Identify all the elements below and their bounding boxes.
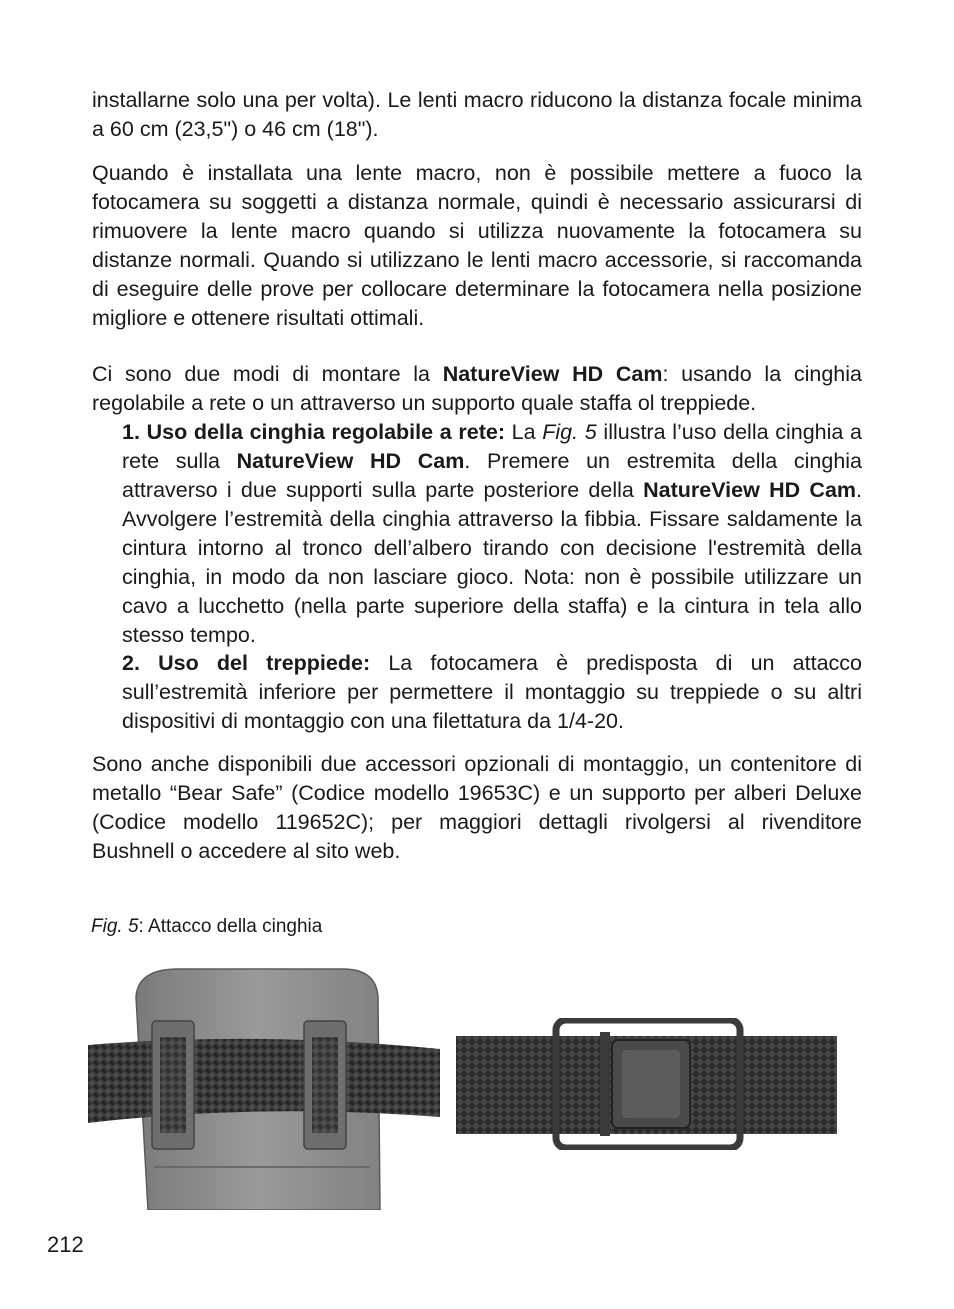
- product-name: NatureView HD Cam: [236, 449, 465, 473]
- page-number: 212: [47, 1232, 84, 1257]
- list-item-heading: 1. Uso della cinghia regolabile a rete:: [122, 420, 505, 444]
- paragraph-accessories: Sono anche disponibili due accessori opzionali di montaggio, un contenitore di metallo “Bear Safe” (Codice modello 19653C) e un supporto per alberi Deluxe (Codice modello 119652C); per maggiori dettagli rivolgersi al rivenditore Bushnell o accedere al sito web.: [92, 752, 862, 863]
- product-name: NatureView HD Cam: [643, 478, 857, 502]
- list-item-heading: 2. Uso del treppiede:: [122, 651, 371, 675]
- list-item-tripod: 2. Uso del treppiede: La fotocamera è predisposta di un attacco sull’estremità inferiore per permettere il montaggio su treppiede o su altri dispositivi di montaggio con una filettatura da 1/4-20.: [122, 651, 863, 733]
- figure-caption: Fig. 5: Attacco della cinghia: [91, 916, 323, 937]
- paragraph-macro-warning: Quando è installata una lente macro, non è possibile mettere a fuoco la fotocamera su soggetti a distanza normale, quindi è necessario assicurarsi di rimuovere la lente macro quando si utilizza nuovamente la fotocamera su distanze normali. Quando si utilizzano le lenti macro accessorie, si raccomanda di eseguire delle prove per collocare determinare la fotocamera nella posizione migliore e ottenere risultati ottimali.: [92, 161, 862, 330]
- strap-buckle-photo: [456, 1018, 837, 1150]
- list-item-strap: 1. Uso della cinghia regolabile a rete: La Fig. 5 illustra l’uso della cinghia a rete sulla NatureView HD Cam. Premere un estremita della cinghia attraverso i due supporti sulla parte posteriore della NatureView HD Cam. Avvolgere l’estremità della cinghia attraverso la fibbia. Fissare saldamente la cintura intorno al tronco dell’albero tirando con decisione l'estremità della cinghia, in modo da non lasciare gioco. Nota: non è possibile utilizzare un cavo a lucchetto (nella parte superiore della staffa) e la cintura in tela allo stesso tempo.: [122, 420, 863, 647]
- paragraph-mounting-intro: Ci sono due modi di montare la NatureView HD Cam: usando la cinghia regolabile a rete o un attraverso un supporto quale staffa ol treppiede.: [92, 362, 862, 415]
- camera-strap-photo: [88, 967, 440, 1210]
- paragraph-macro-lenses-end: installarne solo una per volta). Le lenti macro riducono la distanza focale minima a 60 cm (23,5") o 46 cm (18").: [92, 88, 862, 141]
- figure-reference: Fig. 5: [542, 420, 597, 444]
- product-name: NatureView HD Cam: [442, 362, 663, 386]
